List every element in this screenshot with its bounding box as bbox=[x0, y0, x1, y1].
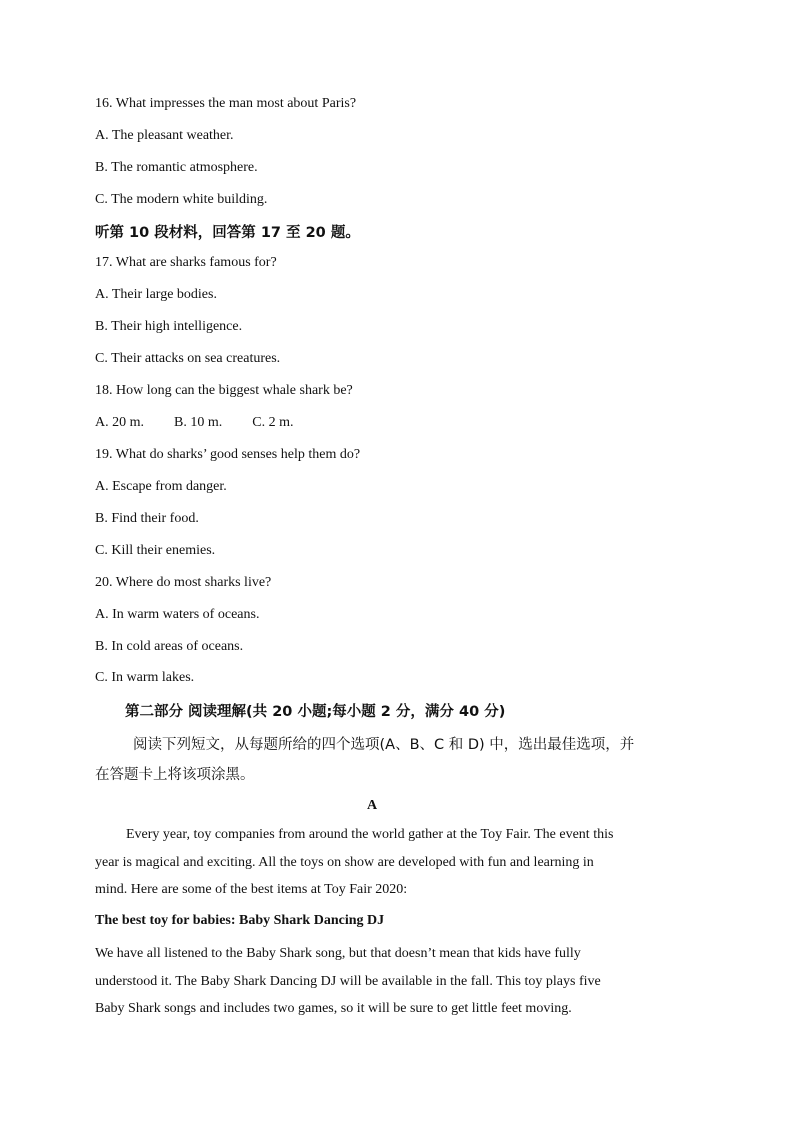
passage-body-line3: Baby Shark songs and includes two games, so it will be sure to get little feet moving. bbox=[95, 1001, 572, 1016]
q16-question: 16. What impresses the man most about Paris? bbox=[95, 96, 357, 111]
passage-body-line1: We have all listened to the Baby Shark song, but that doesn’t mean that kids have fully bbox=[95, 946, 581, 961]
section10-heading: 听第 10 段材料，回答第 17 至 20 题。 bbox=[95, 225, 360, 241]
q20-question: 20. Where do most sharks live? bbox=[95, 575, 272, 590]
q17-option-b: B. Their high intelligence. bbox=[95, 319, 243, 334]
q17-question: 17. What are sharks famous for? bbox=[95, 255, 277, 270]
q18-question: 18. How long can the biggest whale shark be? bbox=[95, 383, 353, 398]
passage-intro-line1: Every year, toy companies from around the world gather at the Toy Fair. The event this bbox=[126, 827, 614, 842]
q19-option-c: C. Kill their enemies. bbox=[95, 543, 216, 558]
q18-option-a: A. 20 m. bbox=[95, 415, 144, 430]
q18-options bbox=[95, 414, 293, 432]
q20-option-a: A. In warm waters of oceans. bbox=[95, 607, 260, 622]
q19-option-b: B. Find their food. bbox=[95, 511, 199, 526]
q16-option-a: A. The pleasant weather. bbox=[95, 128, 234, 143]
q16-option-c: C. The modern white building. bbox=[95, 192, 268, 207]
q16-option-b: B. The romantic atmosphere. bbox=[95, 160, 258, 175]
passage-body-line2: understood it. The Baby Shark Dancing DJ will be available in the fall. This toy plays five bbox=[95, 974, 601, 989]
q19-question: 19. What do sharks’ good senses help them do? bbox=[95, 447, 361, 462]
passage-intro-line3: mind. Here are some of the best items at Toy Fair 2020: bbox=[95, 882, 408, 897]
q18-option-b: B. 10 m. bbox=[174, 415, 223, 430]
q17-option-a: A. Their large bodies. bbox=[95, 287, 217, 302]
passage-subheading: The best toy for babies: Baby Shark Dancing DJ bbox=[95, 913, 385, 928]
part2-instruction-line1: 阅读下列短文，从每题所给的四个选项(A、B、C 和 D) 中，选出最佳选项，并 bbox=[133, 737, 635, 753]
q20-option-b: B. In cold areas of oceans. bbox=[95, 639, 244, 654]
q17-option-c: C. Their attacks on sea creatures. bbox=[95, 351, 281, 366]
passage-intro-line2: year is magical and exciting. All the toys on show are developed with fun and learning in bbox=[95, 855, 594, 870]
q19-option-a: A. Escape from danger. bbox=[95, 479, 227, 494]
q20-option-c: C. In warm lakes. bbox=[95, 670, 195, 685]
part2-heading: 第二部分 阅读理解(共 20 小题;每小题 2 分，满分 40 分) bbox=[125, 704, 506, 720]
passage-letter: A bbox=[366, 798, 378, 813]
q18-option-c: C. 2 m. bbox=[252, 415, 294, 430]
part2-instruction-line2: 在答题卡上将该项涂黑。 bbox=[95, 767, 255, 783]
